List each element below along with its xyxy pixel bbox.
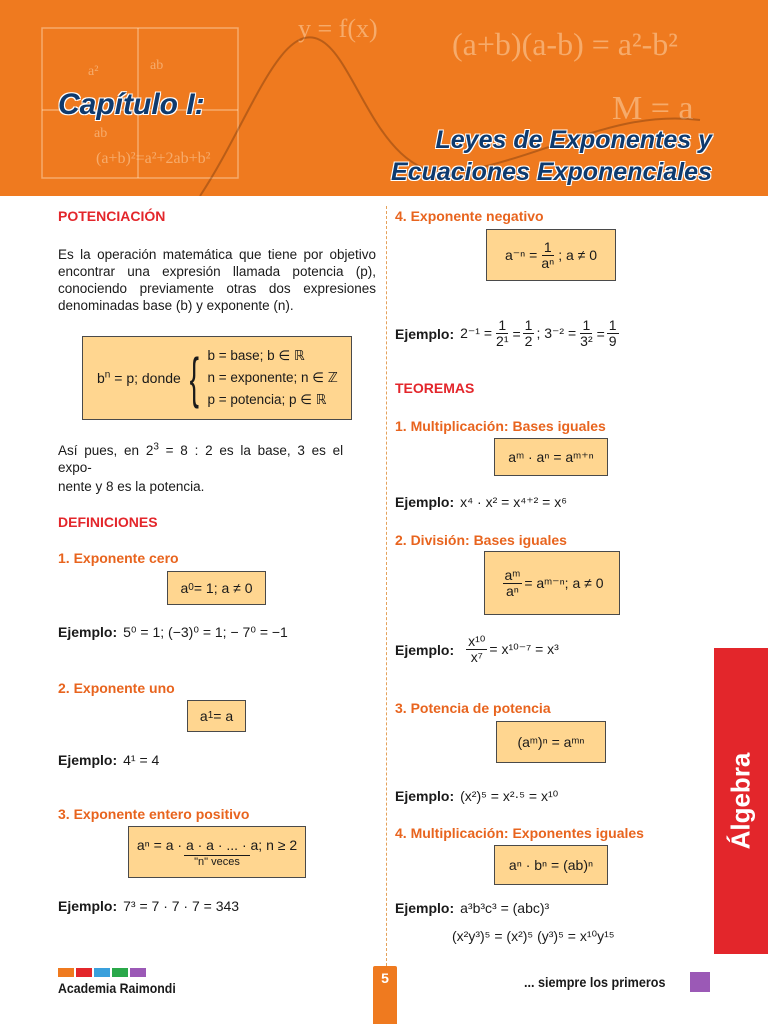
header-bg-formula: ab bbox=[94, 126, 108, 141]
example-exponente-negativo: Ejemplo: 2⁻¹ = $\frac{1}{\text{2¹}}$ = $\frac{1}{2}$ ; 3⁻² = $\frac{1}{\text{3²}}$ = $\frac{1}{9}$ bbox=[395, 317, 617, 349]
asi-pues-line2: nente y 8 es la potencia. bbox=[58, 479, 205, 494]
footer-color-bar bbox=[130, 968, 146, 977]
example-exponente-cero: Ejemplo: 5⁰ = 1; (−3)⁰ = 1; − 7⁰ = −1 bbox=[58, 624, 288, 640]
footer-brand: Academia Raimondi bbox=[58, 980, 176, 996]
header-bg-formula: ab bbox=[150, 58, 164, 73]
example-exponentes-iguales-line2: (x²y³)⁵ = (x²)⁵ (y³)⁵ = x¹⁰y¹⁵ bbox=[452, 928, 615, 944]
section-heading-potenciacion: POTENCIACIÓN bbox=[58, 208, 166, 224]
formula-box-potencia-de-potencia: (aᵐ)ⁿ = aᵐⁿ bbox=[496, 721, 606, 763]
fraction: $\frac{1}{\text{aⁿ}}$ bbox=[541, 238, 555, 271]
chapter-title-line2: Ecuaciones Exponenciales bbox=[391, 158, 712, 186]
header-bg-formula: (a+b)²=a²+2ab+b² bbox=[96, 150, 211, 167]
example-exponente-uno: Ejemplo: 4¹ = 4 bbox=[58, 752, 160, 768]
formula-main: aⁿ = a · a · a · ... · a; n ≥ 2 bbox=[136, 836, 298, 853]
footer-color-bar bbox=[94, 968, 110, 977]
formula-underbrace-label: "n" veces bbox=[184, 855, 250, 868]
footer-tagline: ... siempre los primeros bbox=[524, 974, 666, 990]
example-exponentes-iguales: Ejemplo: a³b³c³ = (abc)³ bbox=[395, 900, 550, 916]
section-heading-definiciones: DEFINICIONES bbox=[58, 514, 158, 530]
theorem-heading-multiplicacion-bases: 1. Multiplicación: Bases iguales bbox=[395, 418, 606, 434]
header-bg-formula: (a+b)(a-b) = a²-b² bbox=[452, 26, 678, 62]
definition-heading-exponente-positivo: 3. Exponente entero positivo bbox=[58, 806, 250, 822]
formula-box-exponente-negativo: a⁻ⁿ = $\frac{1}{\text{aⁿ}}$ ; a ≠ 0 bbox=[486, 229, 616, 281]
header-bg-formula: y = f(x) bbox=[298, 14, 378, 43]
formula-box-division-bases: $\frac{\text{aᵐ}}{\text{aⁿ}}$ = aᵐ⁻ⁿ; a ≠ 0 bbox=[484, 551, 620, 615]
subject-side-tab bbox=[714, 648, 768, 954]
definition-box bbox=[82, 336, 352, 420]
fraction: $\frac{\text{x¹⁰}}{\text{x⁷}}$ bbox=[468, 633, 486, 665]
definition-row: n = exponente; n ∈ ℤ bbox=[207, 370, 338, 385]
subject-side-tab-label: Álgebra bbox=[725, 752, 756, 850]
column-divider bbox=[386, 206, 387, 966]
fraction: $\frac{1}{\text{3²}}$ bbox=[580, 317, 593, 349]
theorem-heading-potencia-de-potencia: 3. Potencia de potencia bbox=[395, 700, 551, 716]
theorem-heading-division-bases: 2. División: Bases iguales bbox=[395, 532, 567, 548]
asi-pues-line1: Así pues, en $2^3 = 8$ : 2 es la base, 3 es el expo- bbox=[58, 441, 344, 475]
footer-color-bar bbox=[112, 968, 128, 977]
potenciacion-intro: Es la operación matemática que tiene por objetivo encontrar una expresión llamada potencia (p), conociendo previamente otras dos expresiones denominadas base (b) y exponente (n). bbox=[58, 247, 376, 313]
fraction: $\frac{\text{aᵐ}}{\text{aⁿ}}$ bbox=[504, 566, 521, 599]
footer-color-bar bbox=[76, 968, 92, 977]
chapter-header bbox=[0, 0, 768, 196]
formula-box-exponentes-iguales: aⁿ · bⁿ = (ab)ⁿ bbox=[494, 845, 608, 885]
formula-box-exponente-cero: a 0 = 1; a ≠ 0 bbox=[167, 571, 266, 605]
definition-heading-exponente-uno: 2. Exponente uno bbox=[58, 680, 175, 696]
header-bg-formula: a² bbox=[88, 64, 99, 79]
example-exponente-positivo: Ejemplo: 7³ = 7 · 7 · 7 = 343 bbox=[58, 898, 240, 914]
brace-icon: { bbox=[189, 346, 199, 409]
definition-rows bbox=[208, 348, 338, 408]
example-division-bases: Ejemplo: $\frac{\text{x¹⁰}}{\text{x⁷}}$ = x¹⁰⁻⁷ = x³ bbox=[395, 633, 559, 665]
example-potencia-de-potencia: Ejemplo: (x²)⁵ = x²·⁵ = x¹⁰ bbox=[395, 788, 559, 804]
theorem-heading-exponentes-iguales: 4. Multiplicación: Exponentes iguales bbox=[395, 825, 644, 841]
formula-box-exponente-uno: a 1 = a bbox=[187, 700, 246, 732]
definition-row: p = potencia; p ∈ ℝ bbox=[207, 392, 327, 407]
section-heading-teoremas: TEOREMAS bbox=[395, 380, 475, 396]
page-number: 5 bbox=[373, 966, 397, 1024]
footer-square-icon bbox=[690, 972, 710, 992]
footer-color-bar bbox=[58, 968, 74, 977]
chapter-title-line1: Leyes de Exponentes y bbox=[435, 126, 712, 154]
header-bg-formula: M = a bbox=[612, 90, 694, 127]
fraction: $\frac{1}{9}$ bbox=[608, 317, 617, 349]
chapter-label: Capítulo I: bbox=[58, 88, 205, 121]
fraction: $\frac{1}{2}$ bbox=[524, 317, 533, 349]
footer-color-bars bbox=[58, 968, 146, 977]
definition-lhs: $b^n = p$; donde bbox=[97, 369, 181, 386]
definition-heading-exponente-cero: 1. Exponente cero bbox=[58, 550, 179, 566]
formula-box-exponente-positivo bbox=[128, 826, 306, 878]
formula-box-multiplicacion-bases: aᵐ · aⁿ = aᵐ⁺ⁿ bbox=[494, 438, 608, 476]
definition-row: b = base; b ∈ ℝ bbox=[207, 348, 305, 363]
definition-heading-exponente-negativo: 4. Exponente negativo bbox=[395, 208, 544, 224]
example-multiplicacion-bases: Ejemplo: x⁴ · x² = x⁴⁺² = x⁶ bbox=[395, 494, 567, 510]
fraction: $\frac{1}{\text{2¹}}$ bbox=[496, 317, 509, 349]
